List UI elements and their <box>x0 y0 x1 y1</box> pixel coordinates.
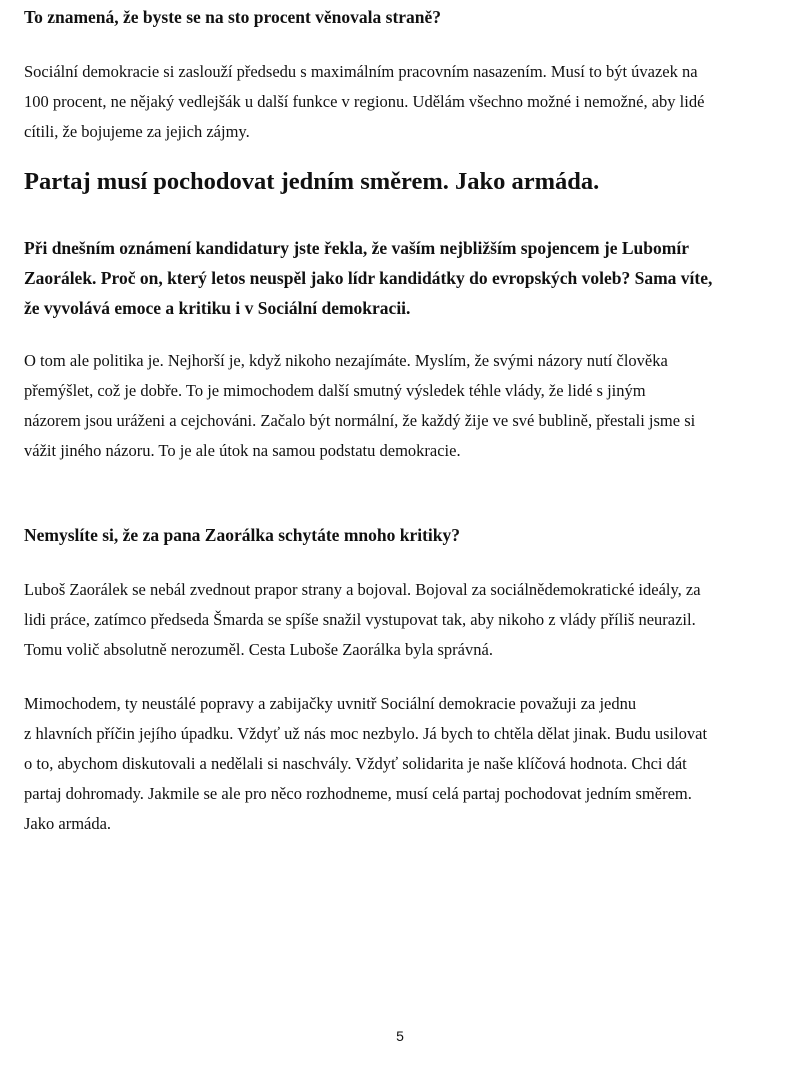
question-1 <box>24 2 774 32</box>
question-2-line: Zaorálek. Proč on, který letos neuspěl jako lídr kandidátky do evropských voleb? Sama víte, <box>24 268 713 288</box>
answer-2-line: přemýšlet, což je dobře. To je mimochodem další smutný výsledek téhle vlády, že lidé s jiným <box>24 381 646 400</box>
answer-4-line: Jako armáda. <box>24 814 112 833</box>
page-number: 5 <box>396 1028 404 1044</box>
answer-3-line: lidi práce, zatímco předseda Šmarda se spíše snažil vystupovat tak, aby nikoho z vlády příliš neurazil. <box>24 610 696 629</box>
question-2-line: že vyvolává emoce a kritiku i v Sociální demokracii. <box>24 298 411 318</box>
question-1-line: To znamená, že byste se na sto procent věnovala straně? <box>24 7 442 27</box>
answer-2 <box>24 346 774 466</box>
answer-2-line: vážit jiného názoru. To je ale útok na samou podstatu demokracie. <box>24 441 461 460</box>
section-heading <box>24 165 774 199</box>
question-2-line: Při dnešním oznámení kandidatury jste řekla, že vaším nejbližším spojencem je Lubomír <box>24 238 689 258</box>
answer-3-continued <box>24 689 774 839</box>
question-2 <box>24 233 774 323</box>
question-3 <box>24 520 774 550</box>
answer-3-line: Tomu volič absolutně nerozuměl. Cesta Luboše Zaorálka byla správná. <box>24 640 493 659</box>
answer-3-line: Luboš Zaorálek se nebál zvednout prapor strany a bojoval. Bojoval za sociálnědemokratické ideály, za <box>24 580 701 599</box>
answer-1 <box>24 57 774 147</box>
section-heading-line: Partaj musí pochodovat jedním směrem. Jako armáda. <box>24 168 600 195</box>
answer-3 <box>24 575 774 665</box>
answer-2-line: názorem jsou uráženi a cejchováni. Začalo být normální, že každý žije ve své bublině, přestali jsme si <box>24 411 696 430</box>
answer-2-line: O tom ale politika je. Nejhorší je, když nikoho nezajímáte. Myslím, že svými názory nutí člověka <box>24 351 668 370</box>
answer-4-line: o to, abychom diskutovali a nedělali si naschvály. Vždyť solidarita je naše klíčová hodnota. Chci dát <box>24 754 687 773</box>
answer-4-line: partaj dohromady. Jakmile se ale pro něco rozhodneme, musí celá partaj pochodovat jedním směrem. <box>24 784 692 803</box>
question-3-line: Nemyslíte si, že za pana Zaorálka schytáte mnoho kritiky? <box>24 525 461 545</box>
answer-1-line: Sociální demokracie si zaslouží předsedu s maximálním pracovním nasazením. Musí to být úvazek na <box>24 62 698 81</box>
answer-4-line: z hlavních příčin jejího úpadku. Vždyť už nás moc nezbylo. Já bych to chtěla dělat jinak. Budu usilovat <box>24 724 708 743</box>
answer-4-line: Mimochodem, ty neustálé popravy a zabijačky uvnitř Sociální demokracie považuji za jednu <box>24 694 637 713</box>
answer-1-line: cítili, že bojujeme za jejich zájmy. <box>24 122 250 141</box>
answer-1-line: 100 procent, ne nějaký vedlejšák u další funkce v regionu. Udělám všechno možné i nemožné, aby lidé <box>24 92 705 111</box>
